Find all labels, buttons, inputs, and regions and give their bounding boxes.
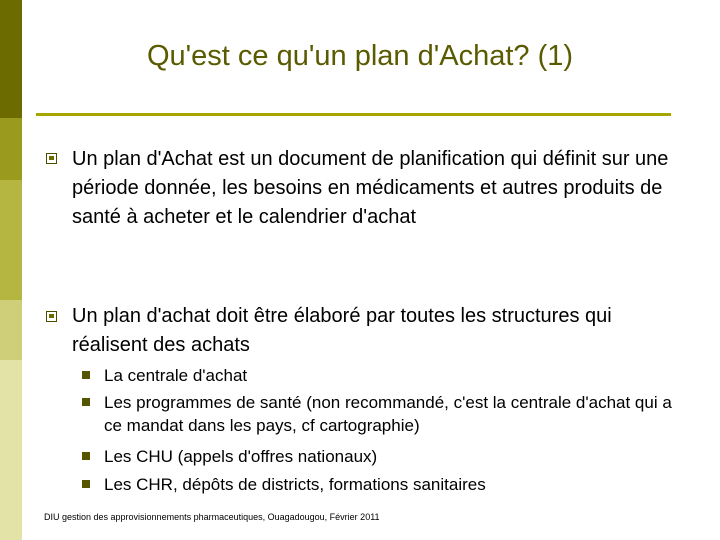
sub-bullet-text: Les CHR, dépôts de districts, formations sanitaires (104, 475, 486, 494)
title-divider (36, 113, 671, 116)
sidebar-band (0, 300, 22, 360)
slide-footer: DIU gestion des approvisionnements pharmaceutiques, Ouagadougou, Février 2011 (44, 512, 380, 522)
sub-bullet-text: Les CHU (appels d'offres nationaux) (104, 447, 378, 466)
bullet-text: Un plan d'achat doit être élaboré par toutes les structures qui réalisent des achats (72, 305, 612, 356)
bullet-square-icon (46, 311, 57, 322)
sidebar-band (0, 0, 22, 118)
sub-bullet-text: Les programmes de santé (non recommandé, c'est la centrale d'achat qui a ce mandat dans les pays, cf cartographie) (104, 393, 672, 435)
sub-bullet-icon (82, 480, 90, 488)
sidebar-band (0, 180, 22, 300)
sub-bullet-icon (82, 371, 90, 379)
sidebar-band (0, 118, 22, 180)
sidebar-band (0, 360, 22, 540)
decorative-sidebar (0, 0, 22, 540)
sub-bullet-text: La centrale d'achat (104, 366, 248, 385)
sub-bullet-icon (82, 452, 90, 460)
sub-bullet-icon (82, 398, 90, 406)
slide-title: Qu'est ce qu'un plan d'Achat? (1) (146, 40, 574, 72)
bullet-square-icon (46, 153, 57, 164)
bullet-text: Un plan d'Achat est un document de planification qui définit sur une période donnée, les besoins en médicaments et autres produits de santé à acheter et le calendrier d'achat (72, 148, 669, 228)
